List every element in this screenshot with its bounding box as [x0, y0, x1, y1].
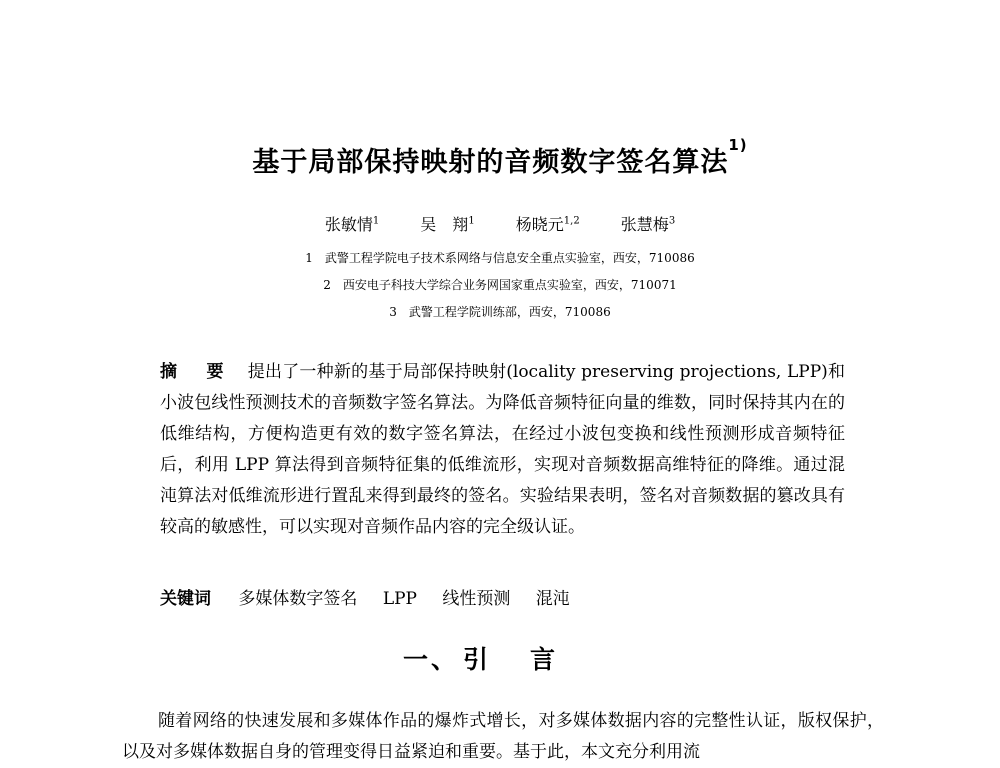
title-footnote-marker: 1) — [728, 136, 748, 154]
author-3 — [516, 212, 580, 235]
abstract-label: 摘 要 — [160, 362, 230, 382]
author-affiliation-marker: 3 — [668, 215, 676, 227]
author-name: 张慧梅 — [620, 215, 669, 234]
keyword: 线性预测 — [442, 589, 511, 609]
keywords-label: 关键词 — [160, 589, 211, 609]
author-name: 吴 翔 — [420, 215, 469, 234]
affiliation-number: 3 — [389, 305, 397, 319]
author-list — [0, 212, 1000, 235]
affiliation-3 — [0, 303, 1000, 320]
abstract — [160, 357, 845, 543]
paper-title — [0, 136, 1000, 179]
keyword: 混沌 — [535, 589, 570, 609]
affiliation-text: 武警工程学院训练部，西安，710086 — [408, 305, 611, 319]
body-paragraph: 随着网络的快速发展和多媒体作品的爆炸式增长，对多媒体数据内容的完整性认证，版权保护，以及对多媒体数据自身的管理变得日益紧迫和重要。基于此，本文充分利用流 — [122, 711, 884, 762]
section-heading — [0, 640, 1000, 676]
section-number: 一、 — [402, 645, 459, 674]
author-name: 杨晓元 — [515, 215, 564, 234]
affiliation-text: 西安电子科技大学综合业务网国家重点实验室，西安，710071 — [342, 278, 677, 292]
affiliation-number: 1 — [305, 251, 313, 265]
affiliation-2 — [0, 276, 1000, 293]
author-1 — [325, 212, 379, 235]
keywords — [160, 584, 845, 609]
author-affiliation-marker: 1 — [372, 215, 380, 227]
affiliation-text: 武警工程学院电子技术系网络与信息安全重点实验室，西安，710086 — [324, 251, 695, 265]
author-2 — [420, 212, 474, 235]
section-title: 引言 — [463, 645, 598, 674]
author-name: 张敏情 — [324, 215, 373, 234]
abstract-text: 提出了一种新的基于局部保持映射(locality preserving projections, LPP)和小波包线性预测技术的音频数字签名算法。为降低音频特征向量的维数，同时保持其内在的低维结构，方便构造更有效的数字签名算法，在经过小波包变换和线性预测形成音频特征后，利用 LPP 算法得到音频特征集的低维流形，实现对音频数据高维特征的降维。通过混沌算法对低维流形进行置乱来得到最终的签名。实验结果表明，签名对音频数据的篡改具有较高的敏感性，可以实现对音频作品内容的完全级认证。 — [160, 362, 846, 537]
keyword: 多媒体数字签名 — [238, 589, 358, 609]
paper-title-text: 基于局部保持映射的音频数字签名算法 — [252, 147, 729, 178]
affiliation-1 — [0, 249, 1000, 266]
author-4 — [621, 212, 675, 235]
author-affiliation-marker: 1 — [468, 215, 475, 227]
affiliation-number: 2 — [323, 278, 331, 292]
author-affiliation-marker: 1,2 — [563, 215, 580, 227]
keyword: LPP — [382, 589, 417, 609]
